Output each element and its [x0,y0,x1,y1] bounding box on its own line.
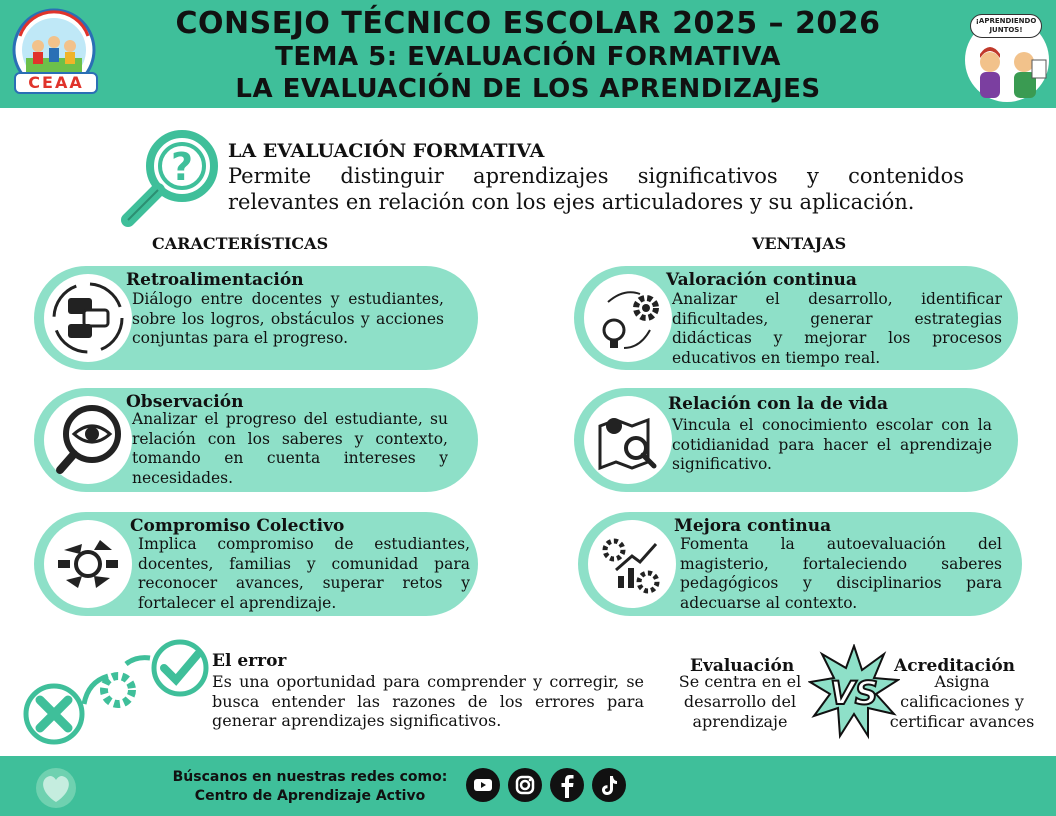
advantage-title: Relación con la de vida [668,394,889,414]
growth-gears-icon [588,520,676,608]
characteristics-heading: CARACTERÍSTICAS [152,234,329,253]
feature-title: Observación [126,392,244,412]
header-subtitle: TEMA 5: EVALUACIÓN FORMATIVA [275,42,781,72]
feature-body: Implica compromiso de estudiantes, docentes, familias y comunidad para reconocer avances, superar retos y fortalecer el aprendizaje. [138,535,470,612]
intro-text-line1: Permite distinguir aprendizajes significativos y contenidos [228,164,964,188]
question-magnifier-icon [116,128,224,228]
advantage-icon-bg [588,520,676,608]
advantage-title: Valoración continua [666,270,857,290]
error-to-check-icon [18,638,214,750]
feature-body: Diálogo entre docentes y estudiantes, sobre los logros, obstáculos y acciones conjuntas para el progreso. [132,290,444,347]
speech-bubble: ¡APRENDIENDO JUNTOS! [970,14,1042,38]
header-banner [0,0,1056,108]
feature-title: Retroalimentación [126,270,304,290]
feature-title: Compromiso Colectivo [130,516,345,536]
evaluation-title: Evaluación [690,656,795,676]
svg-text:?: ? [170,145,194,189]
advantage-title: Mejora continua [674,516,832,536]
header-title: CONSEJO TÉCNICO ESCOLAR 2025 – 2026 [175,6,881,41]
feature-body: Analizar el progreso del estudiante, su relación con los saberes y contexto, tomando en cuenta intereses y necesidades. [132,410,448,487]
advantage-body: Fomenta la autoevaluación del magisterio, fortaleciendo saberes pedagógicos y disciplinarios para adecuarse al contexto. [680,535,1002,612]
footer-line2: Centro de Aprendizaje Activo [194,788,426,804]
facebook-icon[interactable] [550,768,584,802]
eye-magnifier-icon [44,396,132,484]
tiktok-icon[interactable] [592,768,626,802]
feature-icon-bg [44,274,132,362]
accreditation-title: Acreditación [894,656,1016,676]
instagram-icon[interactable] [508,768,542,802]
error-title: El error [212,651,287,671]
map-search-icon [584,396,672,484]
footer-line1: Búscanos en nuestras redes como: [172,769,448,785]
advantage-icon-bg [584,274,672,362]
advantages-heading: VENTAJAS [752,234,847,253]
feature-icon-bg [44,520,132,608]
accreditation-body: Asigna calificaciones y certificar avances [889,672,1035,731]
lightbulb-gear-icon [584,274,672,362]
versus-label: VS [830,674,878,712]
advantage-body: Analizar el desarrollo, identificar dificultades, generar estrategias didácticas y mejorar los procesos educativos en tiempo real. [672,290,1002,367]
school-logo-text: CEAA [14,72,98,94]
error-body: Es una oportunidad para comprender y corregir, se busca entender las razones de los errores para generar aprendizajes significativos. [212,672,644,730]
feedback-chat-icon [44,274,132,362]
youtube-icon[interactable] [466,768,500,802]
advantage-body: Vincula el conocimiento escolar con la cotidianidad para hacer el aprendizaje significativo. [672,416,992,473]
teamwork-hands-icon [44,520,132,608]
evaluation-body: Se centra en el desarrollo del aprendizaje [678,672,802,731]
feature-icon-bg [44,396,132,484]
header-topic: LA EVALUACIÓN DE LOS APRENDIZAJES [235,74,821,104]
footer-logo [30,762,82,814]
intro-text-line2: relevantes en relación con los ejes articuladores y su aplicación. [228,190,915,214]
intro-title: LA EVALUACIÓN FORMATIVA [228,140,545,162]
footer-text [150,768,470,806]
advantage-icon-bg [584,396,672,484]
